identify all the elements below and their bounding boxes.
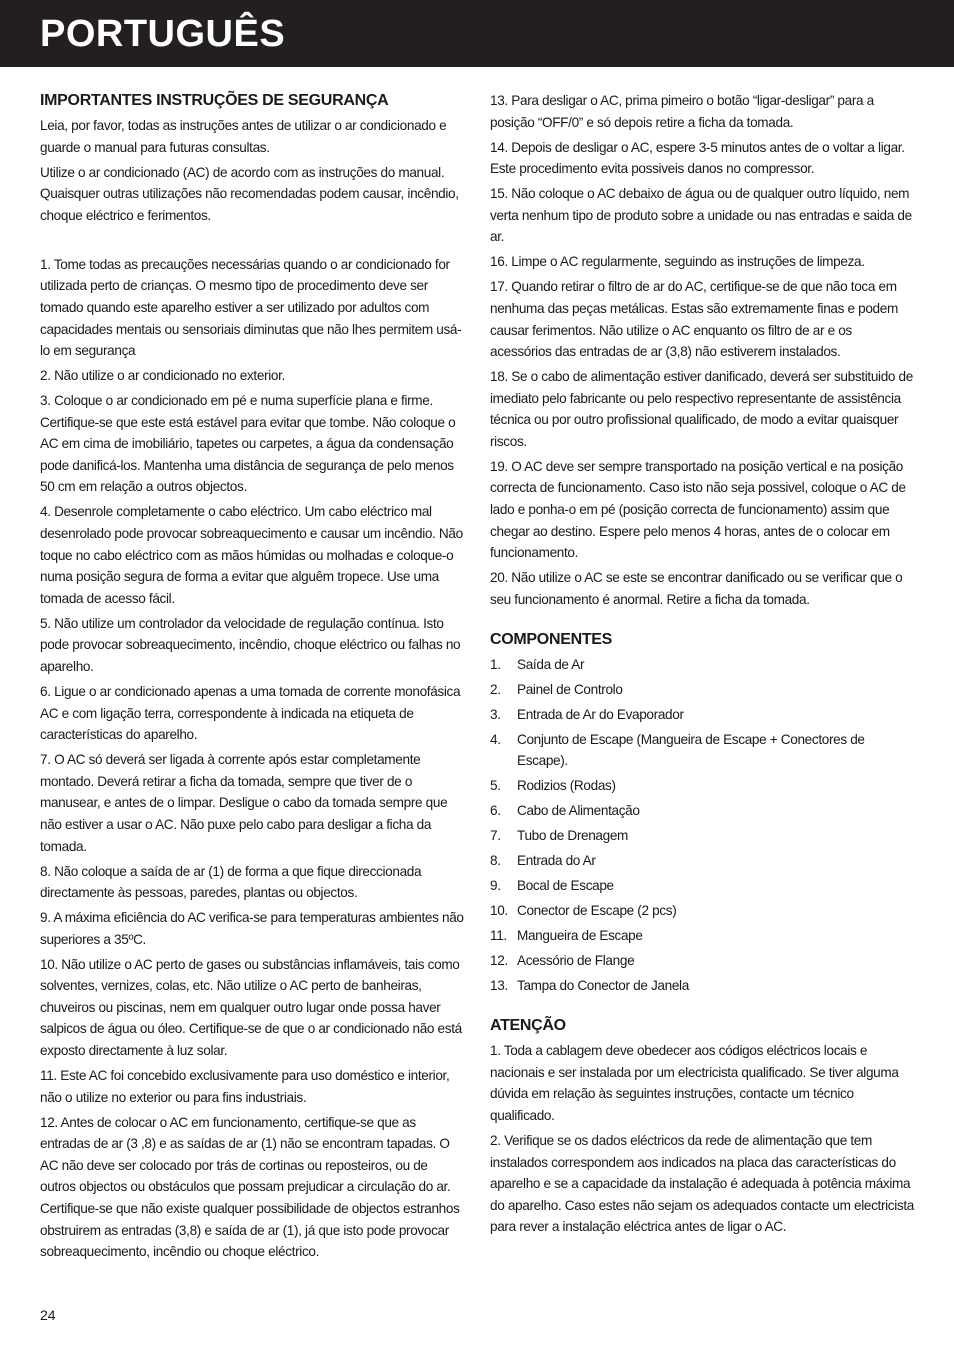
- list-item: [490, 800, 916, 822]
- list-item-number: 7.: [490, 828, 501, 844]
- safety-item: 13. Para desligar o AC, prima pimeiro o botão “ligar-desligar” para a posição “OFF/0” e só depois retire a ficha da tomada.: [490, 93, 874, 130]
- safety-item: 4. Desenrole completamente o cabo eléctrico. Um cabo eléctrico mal desenrolado pode provocar sobreaquecimento e causar um incêndio. Não toque no cabo eléctrico com as mãos húmidas ou molhadas e coloque-o numa posição segura de forma a evitar que alguêm tropece. Use uma tomada de acesso fácil.: [40, 504, 463, 606]
- safety-item: 2. Não utilize o ar condicionado no exterior.: [40, 368, 285, 384]
- safety-item: 12. Antes de colocar o AC em funcionamento, certifique-se que as entradas de ar (3 ,8) e as saídas de ar (1) não se encontram tapadas. O AC não deve ser colocado por trás de cortinas ou reposteiros, ou de outros objectos ou obstáculos que possam prejudicar a circulação do ar. Certifique-se que não existe qualquer possibilidade de objectos estranhos obstruirem as entradas (3,8) e saída de ar (1), já que isto pode provocar sobreaquecimento, incêndio ou choque eléctrico.: [40, 1114, 460, 1260]
- list-item: [490, 925, 916, 947]
- list-item: [490, 975, 916, 997]
- list-item-number: 13.: [490, 978, 508, 994]
- list-item-text: Conjunto de Escape (Mangueira de Escape + Conectores de Escape).: [517, 731, 865, 769]
- safety-heading: IMPORTANTES INSTRUÇÕES DE SEGURANÇA: [40, 92, 389, 109]
- safety-item: 11. Este AC foi concebido exclusivamente para uso doméstico e interior, não o utilize no exterior ou para fins industriais.: [40, 1068, 450, 1105]
- list-item: [490, 900, 916, 922]
- safety-item: 17. Quando retirar o filtro de ar do AC, certifique-se de que não toca em nenhuma das peças metálicas. Estas são extremamente finas e podem causar ferimentos. Não utilize o AC enquanto os filtro de ar e os acessórios das entradas de ar (3,8) não estiverem instalados.: [490, 279, 898, 360]
- list-item-number: 4.: [490, 731, 501, 747]
- safety-item: 20. Não utilize o AC se este se encontrar danificado ou se verificar que o seu funcionamento é anormal. Retire a ficha da tomada.: [490, 570, 903, 607]
- page-title: PORTUGUÊS: [40, 13, 286, 55]
- list-item-text: Mangueira de Escape: [517, 928, 643, 944]
- list-item-number: 11.: [490, 928, 507, 944]
- safety-item: 8. Não coloque a saída de ar (1) de forma a que fique direccionada directamente às pessoas, paredes, plantas ou objectos.: [40, 863, 422, 901]
- attention-heading: ATENÇÃO: [490, 1017, 566, 1035]
- left-column: [40, 90, 465, 1266]
- list-item-text: Acessório de Flange: [517, 953, 635, 969]
- safety-item: 6. Ligue o ar condicionado apenas a uma tomada de corrente monofásica AC e com ligação terra, correspondente à indicada na etiqueta de características do aparelho.: [40, 683, 461, 743]
- list-item: [490, 704, 916, 726]
- list-item-number: 3.: [490, 706, 501, 722]
- list-item-text: Painel de Controlo: [517, 681, 623, 697]
- list-item: [490, 850, 916, 872]
- list-item: [490, 950, 916, 972]
- list-item-number: 6.: [490, 803, 501, 819]
- list-item: [490, 654, 916, 676]
- safety-item: 9. A máxima eficiência do AC verifica-se para temperaturas ambientes não superiores a 35ºC.: [40, 910, 464, 947]
- intro-paragraph: Utilize o ar condicionado (AC) de acordo com as instruções do manual. Quaisquer outras utilizações não recomendadas podem causar, incêndio, choque eléctrico e ferimentos.: [40, 164, 459, 223]
- intro-paragraph: Leia, por favor, todas as instruções antes de utilizar o ar condicionado e guarde o manual para futuras consultas.: [40, 118, 447, 155]
- list-item-text: Bocal de Escape: [517, 878, 614, 894]
- list-item-number: 2.: [490, 681, 501, 697]
- list-item-number: 5.: [490, 778, 501, 794]
- safety-item: 15. Não coloque o AC debaixo de água ou de qualquer outro líquido, nem verta nenhum tipo de produto sobre a unidade ou nas entradas e saida de ar.: [490, 186, 912, 245]
- list-item-number: 8.: [490, 853, 501, 869]
- right-column: [490, 90, 916, 1241]
- spacer: [40, 230, 465, 254]
- list-item-number: 12.: [490, 953, 508, 969]
- list-item: [490, 875, 916, 897]
- safety-item: 16. Limpe o AC regularmente, seguindo as instruções de limpeza.: [490, 254, 865, 270]
- list-item: [490, 679, 916, 701]
- components-list: [490, 654, 916, 997]
- list-item-text: Rodizios (Rodas): [517, 778, 616, 794]
- safety-item: 10. Não utilize o AC perto de gases ou substâncias inflamáveis, tais como solventes, vernizes, colas, etc. Não utilize o AC perto de banheiras, chuveiros ou piscinas, nem em qualquer outro lugar onde possa haver salpicos de água ou óleo. Certifique-se de que o ar condicionado não está exposto directamente à luz solar.: [40, 956, 462, 1059]
- safety-item: 1. Tome todas as precauções necessárias quando o ar condicionado for utilizada perto de crianças. O mesmo tipo de procedimento deve ser tomado quando este aparelho estiver a ser utilizado por adultos com capacidades mentais ou sensoriais diminutas que não lhes permitem usá-lo em segurança: [40, 256, 462, 359]
- list-item-text: Tubo de Drenagem: [517, 828, 629, 844]
- safety-item: 3. Coloque o ar condicionado em pé e numa superfície plana e firme. Certifique-se que este está estável para evitar que tombe. Não coloque o AC em cima de imobiliário, tapetes ou carpetes, a água da condensação pode danificá-los. Mantenha uma distância de segurança de pelo menos 50 cm em relação a outros objectos.: [40, 393, 456, 495]
- safety-item: 19. O AC deve ser sempre transportado na posição vertical e na posição correcta de funcionamento. Caso isto não seja possivel, coloque o AC de lado e ponha-o em pé (posição correcta de funcionamento) assim que chegar ao destino. Espere pelo menos 4 horas, antes de o colocar em funcionamento.: [490, 458, 906, 561]
- safety-item: 14. Depois de desligar o AC, espere 3-5 minutos antes de o voltar a ligar. Este procedimento evita possiveis danos no compressor.: [490, 139, 905, 177]
- list-item-text: Entrada de Ar do Evaporador: [517, 706, 684, 722]
- list-item: [490, 729, 916, 772]
- list-item: [490, 775, 916, 797]
- components-heading: COMPONENTES: [490, 630, 613, 648]
- spacer: [490, 614, 916, 629]
- safety-item: 18. Se o cabo de alimentação estiver danificado, deverá ser substituido de imediato pelo fabricante ou pelo respectivo representante de assistência técnica ou por outro profissional qualificado, de modo a evitar quaisquer riscos.: [490, 369, 913, 449]
- safety-item: 7. O AC só deverá ser ligada à corrente após estar completamente montado. Deverá retirar a ficha da tomada, sempre que tiver de o manusear, e antes de o limpar. Desligue o cabo da tomada sempre que não estiver a usar o AC. Não puxe pelo cabo para desligar a ficha da tomada.: [40, 752, 448, 854]
- list-item: [490, 825, 916, 847]
- list-item-text: Entrada do Ar: [517, 853, 596, 869]
- list-item-text: Saída de Ar: [517, 656, 585, 672]
- spacer: [490, 1000, 916, 1015]
- header-bar: [0, 0, 954, 67]
- list-item-number: 9.: [490, 878, 501, 894]
- safety-item: 5. Não utilize um controlador da velocidade de regulação contínua. Isto pode provocar sobreaquecimento, incêndio, choque eléctrico ou falhas no aparelho.: [40, 615, 461, 674]
- list-item-number: 10.: [490, 903, 508, 919]
- attention-item: 1. Toda a cablagem deve obedecer aos códigos eléctricos locais e nacionais e ser instalada por um electricista qualificado. Se tiver alguma dúvida em relação às seguintes instruções, contacte um técnico qualificado.: [490, 1043, 899, 1123]
- list-item-text: Conector de Escape (2 pcs): [517, 903, 677, 919]
- page-number: 24: [40, 1307, 56, 1323]
- list-item-text: Cabo de Alimentação: [517, 803, 640, 819]
- list-item-text: Tampa do Conector de Janela: [517, 978, 689, 994]
- list-item-number: 1.: [490, 656, 501, 672]
- attention-item: 2. Verifique se os dados eléctricos da rede de alimentação que tem instalados correspondem aos indicados na placa das características do aparelho e se a capacidade da instalação é adequada à potência máxima do aparelho. Caso estes não sejam os adequados contacte um electricista para rever a instalação eléctrica antes de ligar o AC.: [490, 1132, 915, 1235]
